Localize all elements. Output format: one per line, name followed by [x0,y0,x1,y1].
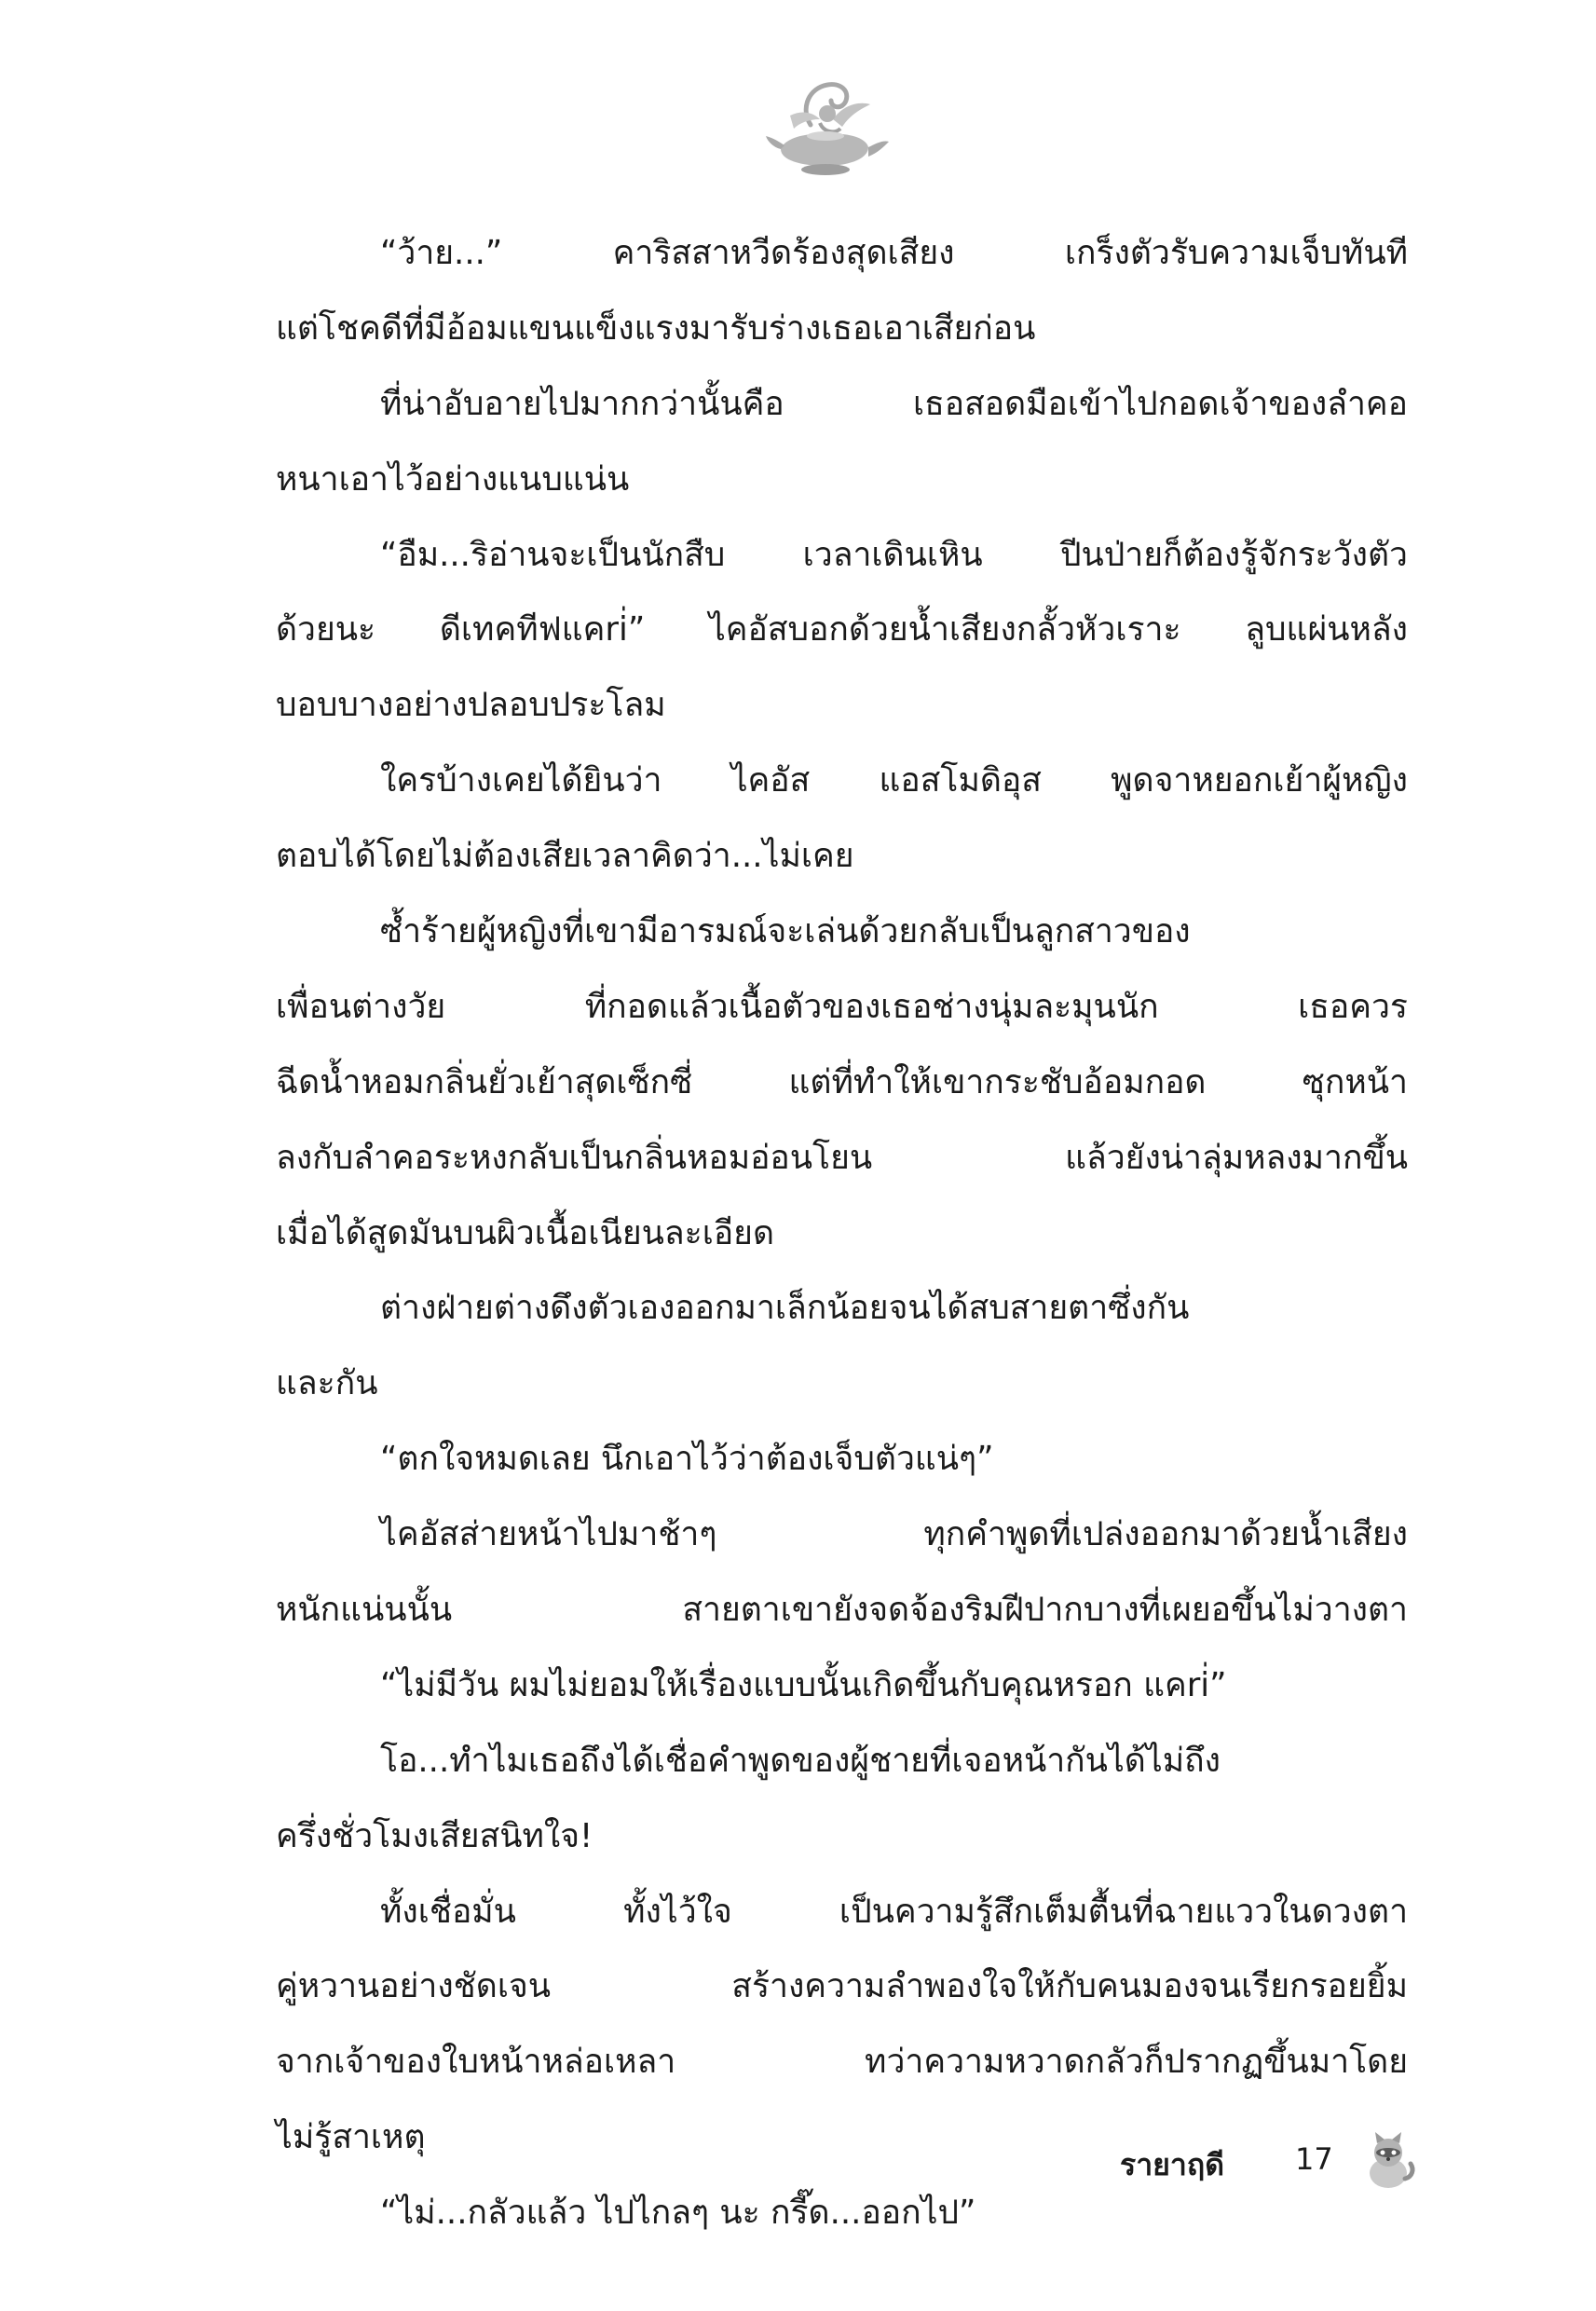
text-line-22: ครึ่งชั่วโมงเสียสนิทใจ! [276,1816,593,1855]
cupid-teapot-ornament-icon [753,73,893,185]
text-line-19: หนักแน่นนั้น สายตาเขายังจดจ้องริมฝีปากบางที่เผยอขึ้นไม่วางตา [276,1591,1408,1630]
text-line-13: ลงกับลำคอระหงกลับเป็นกลิ่นหอมอ่อนโยน แล้วยังน่าลุ่มหลงมากขึ้น [276,1138,1408,1177]
text-line-4: หนาเอาไว้อย่างแนบแน่น [276,459,630,499]
text-line-6: ด้วยนะ ดีเทคทีฟแคri่” ไคอัสบอกด้วยน้ำเสียงกลั้วหัวเราะ ลูบแผ่นหลัง [276,610,1408,650]
text-line-16: และกัน [276,1364,378,1403]
text-line-17: “ตกใจหมดเลย นึกเอาไว้ว่าต้องเจ็บตัวแน่ๆ” [380,1440,994,1479]
raccoon-icon [1360,2128,1416,2190]
text-line-20: “ไม่มีวัน ผมไม่ยอมให้เรื่องแบบนั้นเกิดขึ้นกับคุณหรอก แคri่” [380,1665,1227,1704]
text-line-24: คู่หวานอย่างชัดเจน สร้างความลำพองใจให้กับคนมองจนเรียกรอยยิ้ม [276,1967,1408,2006]
text-line-2: แต่โชคดีที่มีอ้อมแขนแข็งแรงมารับร่างเธอเอาเสียก่อน [276,308,1036,348]
text-line-8: ใครบ้างเคยได้ยินว่า ไคอัส แอสโมดิอุส พูดจาหยอกเย้าผู้หญิง [380,761,1408,800]
text-line-7: บอบบางอย่างปลอบประโลม [276,686,666,725]
text-line-25: จากเจ้าของใบหน้าหล่อเหลา ทว่าความหวาดกลัวก็ปรากฏขึ้นมาโดย [276,2043,1408,2082]
text-line-15: ต่างฝ่ายต่างดึงตัวเองออกมาเล็กน้อยจนได้สบสายตาซึ่งกัน [380,1289,1190,1328]
text-line-27: “ไม่...กลัวแล้ว ไปไกลๆ นะ กรี๊ด...ออกไป” [380,2194,976,2233]
text-line-18: ไคอัสส่ายหน้าไปมาช้าๆ ทุกคำพูดที่เปล่งออกมาด้วยน้ำเสียง [380,1515,1408,1554]
text-line-3: ที่น่าอับอายไปมากกว่านั้นคือ เธอสอดมือเข้าไปกอดเจ้าของลำคอ [380,384,1408,423]
running-title: รายาฤดี [1120,2147,1225,2182]
text-line-21: โอ...ทำไมเธอถึงได้เชื่อคำพูดของผู้ชายที่เจอหน้ากันได้ไม่ถึง [380,1741,1221,1780]
text-line-11: เพื่อนต่างวัย ที่กอดแล้วเนื้อตัวของเธอช่างนุ่มละมุนนัก เธอควร [276,987,1408,1026]
page-number: 17 [1295,2141,1333,2177]
text-line-14: เมื่อได้สูดมันบนผิวเนื้อเนียนละเอียด [276,1213,775,1252]
page-footer [1071,2134,1444,2199]
text-line-23: ทั้งเชื่อมั่น ทั้งไว้ใจ เป็นความรู้สึกเต็มตื้นที่ฉายแววในดวงตา [380,1892,1408,1931]
text-line-9: ตอบได้โดยไม่ต้องเสียเวลาคิดว่า...ไม่เคย [276,837,854,876]
body-text [276,216,1408,2251]
text-line-1: “ว้าย...” คาริสสาหวีดร้องสุดเสียง เกร็งตัวรับความเจ็บทันที [380,234,1408,272]
text-line-10: ซ้ำร้ายผู้หญิงที่เขามีอารมณ์จะเล่นด้วยกลับเป็นลูกสาวของ [380,912,1191,951]
text-line-12: ฉีดน้ำหอมกลิ่นยั่วเย้าสุดเซ็กซี่ แต่ที่ทำให้เขากระชับอ้อมกอด ซุกหน้า [276,1062,1408,1101]
text-line-5: “อืม...ริอ่านจะเป็นนักสืบ เวลาเดินเหิน ปีนป่ายก็ต้องรู้จักระวังตัว [380,535,1408,574]
text-line-26: ไม่รู้สาเหตุ [276,2118,426,2157]
